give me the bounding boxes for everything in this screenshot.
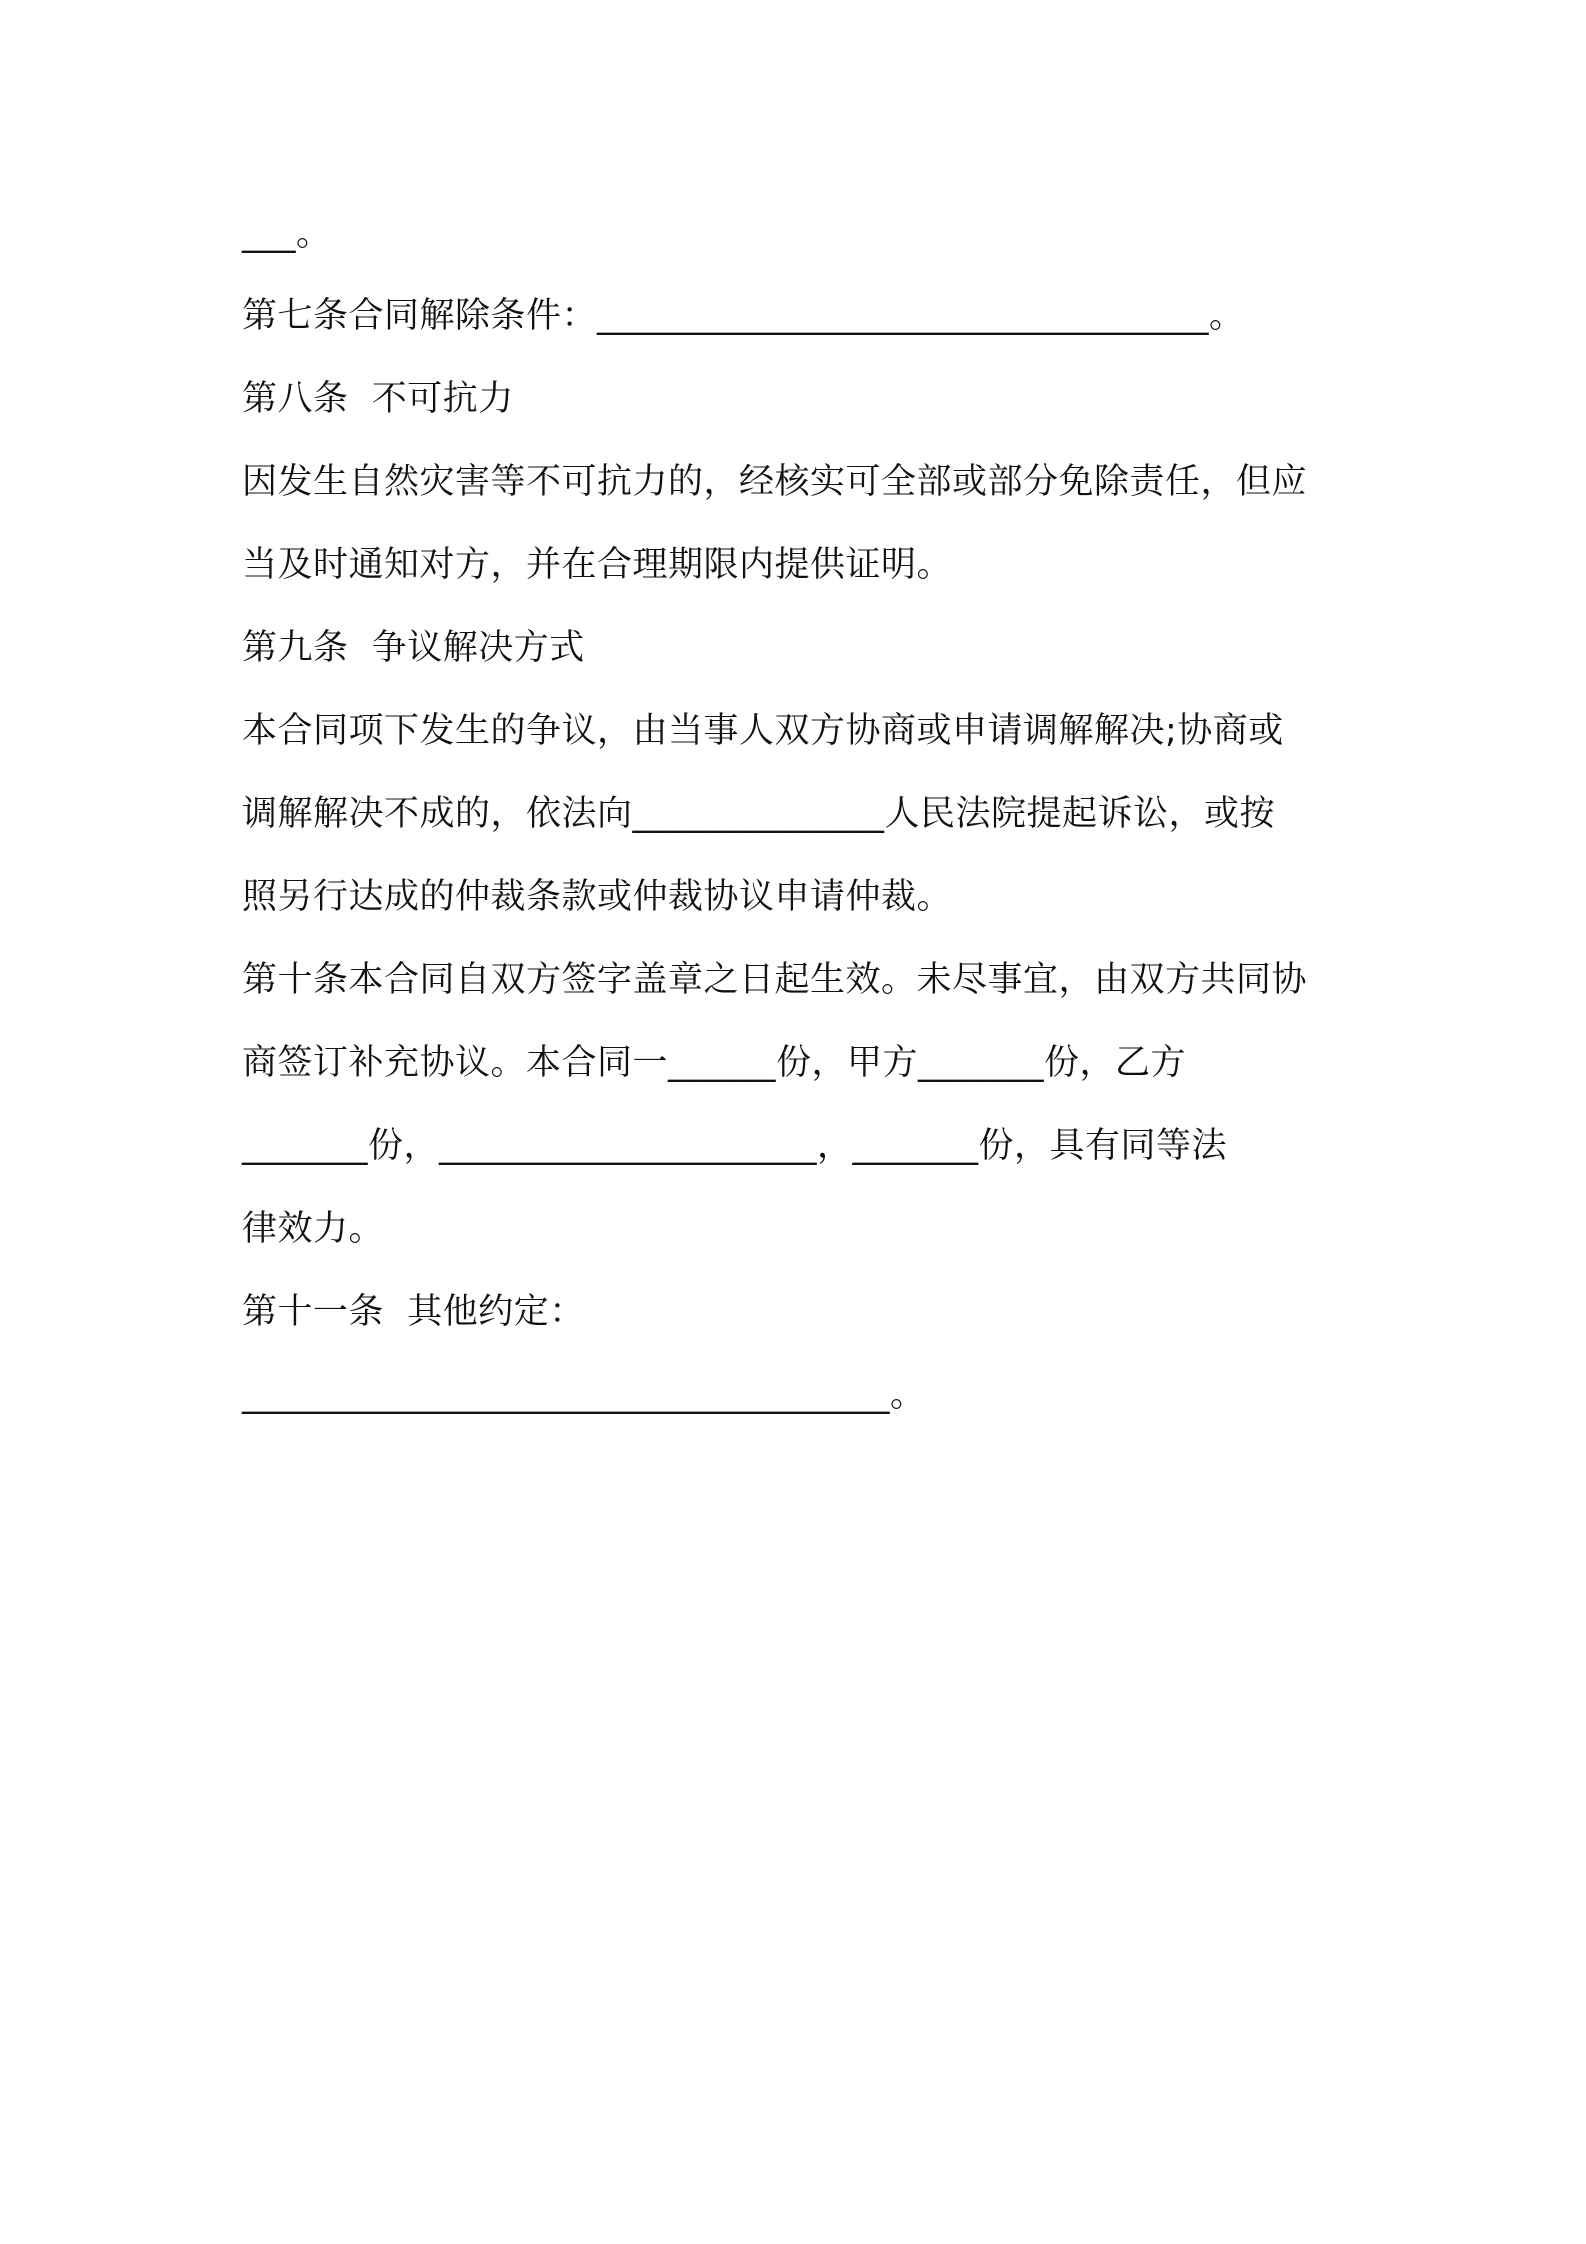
clause-9-text-line-1: 本合同项下发生的争议，由当事人双方协商或申请调解解决;协商或 — [242, 711, 1284, 751]
clause-9-text-line-2: 调解解决不成的，依法向______________人民法院提起诉讼，或按 — [242, 794, 1276, 834]
clause-9-heading: 第九条 争议解决方式 — [242, 628, 585, 668]
clause-8-heading: 第八条 不可抗力 — [242, 379, 514, 419]
clause-11-heading: 第十一条 其他约定： — [242, 1292, 585, 1332]
clause-10-text-line-2: 商签订补充协议。本合同一______份，甲方_______份，乙方 — [242, 1043, 1187, 1083]
clause-8-text-line-1: 因发生自然灾害等不可抗力的，经核实可全部或部分免除责任，但应 — [242, 462, 1308, 502]
clause-10-text-line-1: 第十条本合同自双方签字盖章之日起生效。未尽事宜，由双方共同协 — [242, 960, 1308, 1000]
clause-11-blank-line: ____________________________________。 — [242, 1375, 926, 1415]
clause-7-termination: 第七条合同解除条件：__________________________________。 — [242, 296, 1245, 336]
clause-8-text-line-2: 当及时通知对方，并在合理期限内提供证明。 — [242, 545, 953, 585]
clause-9-text-line-3: 照另行达成的仲裁条款或仲裁协议申请仲裁。 — [242, 877, 953, 917]
clause-10-text-line-4: 律效力。 — [242, 1209, 385, 1249]
clause-6-continuation: ___。 — [242, 214, 332, 254]
clause-10-text-line-3: _______份，_____________________，_______份，具有同等法 — [242, 1126, 1228, 1166]
